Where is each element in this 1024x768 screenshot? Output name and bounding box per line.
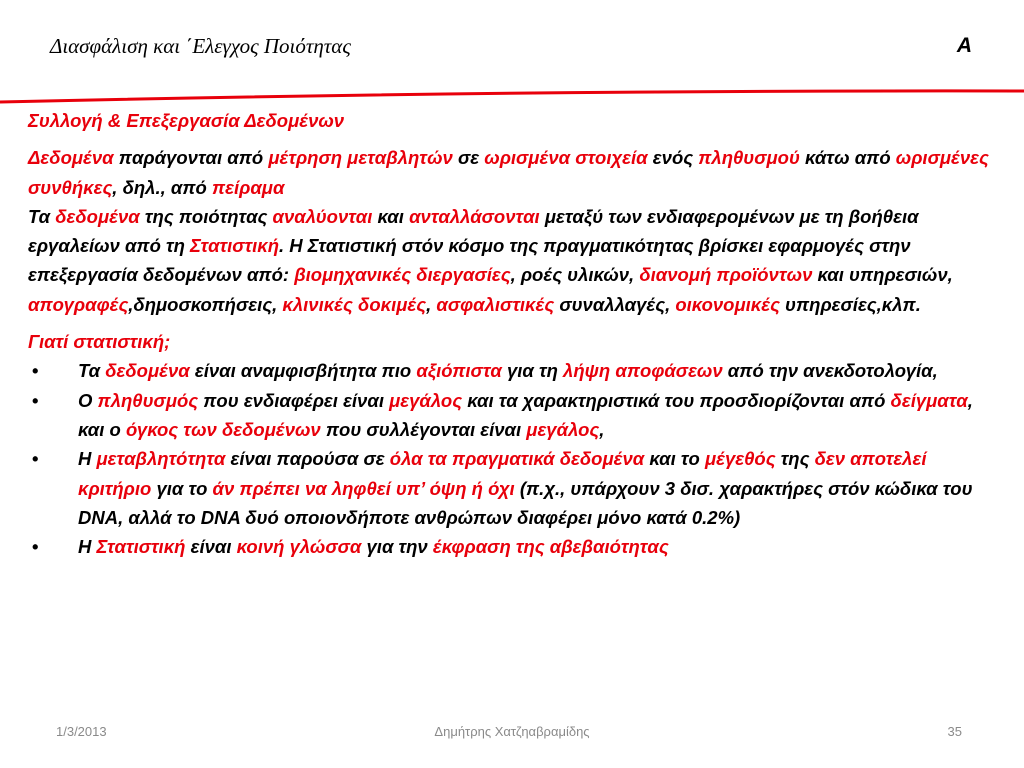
- para2-seg: ασφαλιστικές: [436, 293, 555, 315]
- bullet1-seg: είναι αναμφισβήτητα πιο: [189, 360, 417, 382]
- para2-seg: δεδομένα: [55, 205, 140, 227]
- list-item: [28, 444, 998, 532]
- para1-seg: ωρισμένα στοιχεία: [484, 147, 648, 169]
- footer-date: 1/3/2013: [56, 724, 107, 739]
- bullet2-seg: ,: [599, 418, 605, 440]
- para2-seg: της ποιότητας: [139, 205, 273, 227]
- para1-seg: ενός: [647, 147, 699, 169]
- bullet2-seg: και τα χαρακτηριστικά του προσδιορίζονται από: [462, 389, 891, 411]
- bullet3-seg: άν πρέπει να ληφθεί υπ’ όψη ή όχι: [212, 477, 515, 499]
- bullet3-seg: μεταβλητότητα: [96, 448, 226, 470]
- header-divider-line: [0, 91, 1024, 102]
- para2-seg: Στατιστική: [190, 235, 280, 257]
- para1-seg: σε: [452, 147, 485, 169]
- para2-seg: οικονομικές: [675, 293, 780, 315]
- para2-seg: κλινικές δοκιμές: [282, 293, 427, 315]
- paragraph-statistics-applications: [28, 202, 998, 319]
- bullet3-seg: όλα τα πραγματικά δεδομένα: [389, 448, 645, 470]
- bullet1-seg: δεδομένα: [105, 360, 190, 382]
- slide-header-title: Διασφάλιση και ΄Ελεγχος Ποιότητας: [50, 34, 351, 58]
- bullet3-seg: είναι παρούσα σε: [225, 448, 390, 470]
- para2-seg: βιομηχανικές διεργασίες: [294, 264, 511, 286]
- para1-seg: παράγονται από: [113, 147, 269, 169]
- para2-seg: απογραφές: [28, 293, 129, 315]
- para2-seg: , ροές υλικών,: [510, 264, 640, 286]
- bullet1-seg: Τα: [78, 360, 106, 382]
- para2-seg: ανταλλάσονται: [409, 205, 540, 227]
- para2-seg: και υπηρεσιών,: [812, 264, 953, 286]
- para1-seg: κάτω από: [799, 147, 896, 169]
- bullet4-seg: έκφραση της αβεβαιότητας: [432, 536, 669, 558]
- list-item: [28, 356, 998, 385]
- bullet3-seg: Η: [78, 448, 97, 470]
- bullet2-seg: μεγάλος: [526, 418, 600, 440]
- para2-seg: μεταξύ των ενδιαφερομένων με τη βοήθεια εργαλείων από τη: [28, 205, 919, 257]
- bullet4-seg: κοινή γλώσσα: [236, 536, 362, 558]
- bullet4-seg: είναι: [185, 536, 237, 558]
- bullet2-seg: που συλλέγονται είναι: [320, 418, 527, 440]
- bullet-icon: •: [32, 448, 39, 470]
- paragraph-data-production: [28, 143, 998, 202]
- bullet2-seg: μεγάλος: [389, 389, 463, 411]
- bullet3-seg: μέγεθός: [704, 448, 776, 470]
- bullet2-seg: που ενδιαφέρει είναι: [198, 389, 390, 411]
- para2-seg: διανομή προϊόντων: [639, 264, 813, 286]
- para2-seg: υπηρεσίες,κλπ.: [779, 293, 921, 315]
- footer-page-number: 35: [947, 724, 962, 739]
- list-item: [28, 532, 998, 561]
- bullet-icon: •: [32, 536, 39, 558]
- bullet2-seg: πληθυσμός: [97, 389, 199, 411]
- footer-author: Δημήτρης Χατζηαβραμίδης: [434, 724, 590, 739]
- bullet2-seg: , και ο: [78, 389, 973, 440]
- para1-seg: μέτρηση μεταβλητών: [268, 147, 453, 169]
- bullet2-seg: Ο: [78, 389, 98, 411]
- bullet-icon: •: [32, 360, 39, 382]
- para1-seg: πληθυσμού: [698, 147, 800, 169]
- bullet3-seg: και το: [644, 448, 705, 470]
- para2-seg: . Η Στατιστική στόν κόσμο της πραγματικότητας βρίσκει εφαρμογές στην επεξεργασία δεδομένων από:: [28, 235, 911, 286]
- slide-header-letter: A: [956, 34, 972, 57]
- bullet-icon: •: [32, 389, 39, 411]
- bullet3-seg: (π.χ., υπάρχουν 3 δισ. χαρακτήρες στόν κώδικα του DNA, αλλά το DNA δυό οποιονδήποτε ανθρώπων διαφέρει μόνο κατά 0.2%): [78, 477, 973, 528]
- para2-seg: Τα: [28, 205, 56, 227]
- para2-seg: και: [372, 205, 410, 227]
- bullet4-seg: Στατιστική: [96, 536, 186, 558]
- bullet2-seg: δείγματα: [890, 389, 968, 411]
- why-statistics-title: Γιατί στατιστική;: [28, 331, 171, 353]
- para1-seg: ωρισμένες συνθήκες: [28, 147, 989, 198]
- para2-seg: ,δημοσκοπήσεις,: [128, 293, 283, 315]
- section-title: Συλλογή & Επεξεργασία Δεδομένων: [28, 110, 345, 131]
- reasons-list: [28, 356, 998, 561]
- slide-content: [28, 106, 998, 561]
- bullet1-seg: αξιόπιστα: [416, 360, 502, 382]
- para1-seg: πείραμα: [211, 176, 285, 198]
- header-divider: [0, 88, 1024, 108]
- para2-seg: ,: [426, 293, 437, 315]
- bullet4-seg: για την: [361, 536, 433, 558]
- bullet3-seg: για το: [151, 477, 213, 499]
- bullet1-seg: λήψη αποφάσεων: [563, 360, 723, 382]
- bullet2-seg: όγκος των δεδομένων: [125, 418, 321, 440]
- para2-seg: συναλλαγές,: [554, 293, 676, 315]
- bullet1-seg: από την ανεκδοτολογία,: [722, 360, 938, 382]
- para2-seg: αναλύονται: [272, 205, 373, 227]
- list-item: [28, 386, 998, 445]
- bullet4-seg: Η: [78, 536, 97, 558]
- bullet1-seg: για τη: [501, 360, 564, 382]
- bullet3-seg: δεν αποτελεί κριτήριο: [78, 448, 927, 499]
- para1-seg: , δηλ., από: [112, 176, 212, 198]
- bullet3-seg: της: [775, 448, 815, 470]
- para1-seg: Δεδομένα: [28, 147, 114, 169]
